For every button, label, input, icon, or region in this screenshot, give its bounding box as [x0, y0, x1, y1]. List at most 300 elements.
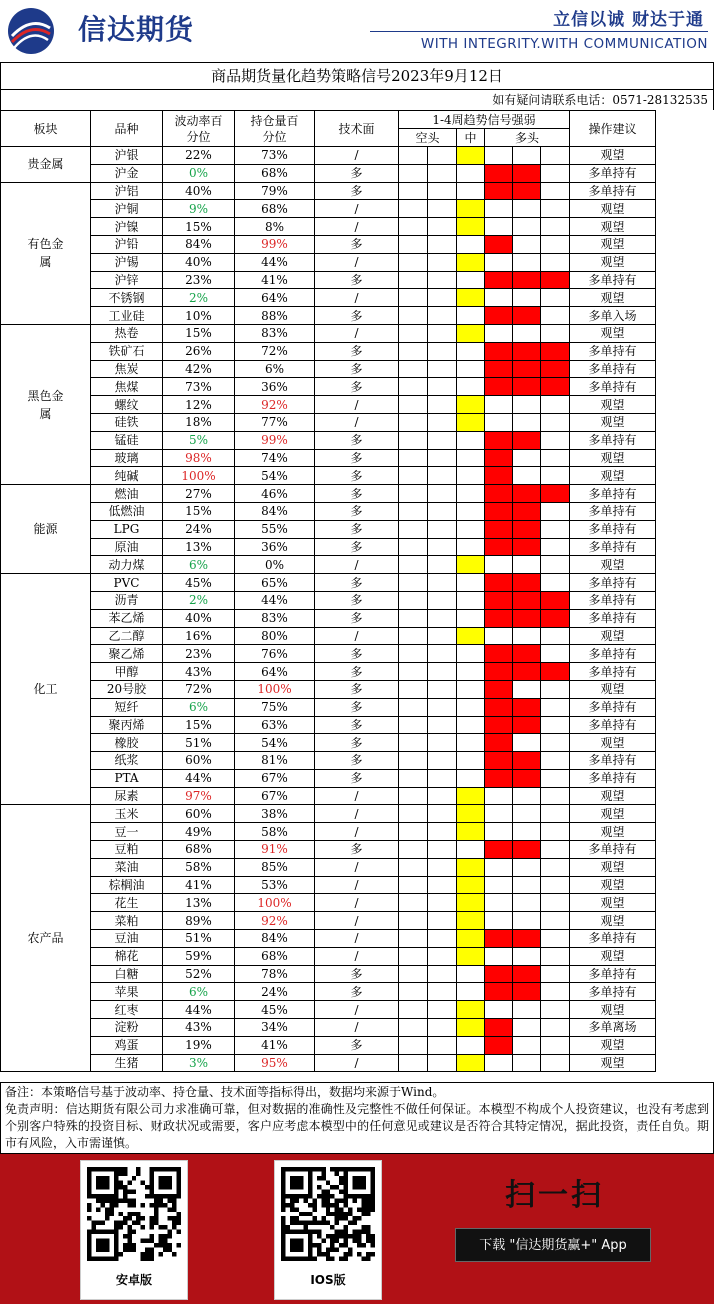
- signal-empty-cell: [541, 502, 570, 520]
- vol-cell: 72%: [163, 680, 235, 698]
- oi-cell: 64%: [235, 289, 315, 307]
- tech-cell: 多: [315, 431, 399, 449]
- signal-empty-cell: [399, 253, 428, 271]
- product-cell: PTA: [91, 769, 163, 787]
- product-cell: 菜油: [91, 858, 163, 876]
- signal-empty-cell: [428, 1001, 457, 1019]
- signal-empty-cell: [399, 574, 428, 592]
- tech-cell: /: [315, 823, 399, 841]
- signal-empty-cell: [428, 645, 457, 663]
- oi-cell: 41%: [235, 271, 315, 289]
- tech-cell: 多: [315, 663, 399, 681]
- advice-cell: 多单入场: [570, 307, 656, 325]
- table-row: [1, 876, 656, 894]
- product-cell: 螺纹: [91, 396, 163, 414]
- table-row: [1, 912, 656, 930]
- signal-empty-cell: [428, 663, 457, 681]
- oi-cell: 6%: [235, 360, 315, 378]
- sector-cell: 农产品: [1, 805, 91, 1072]
- table-row: [1, 1054, 656, 1072]
- signal-empty-cell: [428, 894, 457, 912]
- signal-long-cell: [513, 342, 541, 360]
- signal-empty-cell: [541, 894, 570, 912]
- vol-cell: 60%: [163, 752, 235, 770]
- vol-cell: 15%: [163, 502, 235, 520]
- signal-empty-cell: [541, 627, 570, 645]
- signal-empty-cell: [485, 627, 513, 645]
- oi-cell: 65%: [235, 574, 315, 592]
- signal-empty-cell: [457, 574, 485, 592]
- signal-empty-cell: [428, 556, 457, 574]
- signal-empty-cell: [428, 734, 457, 752]
- signal-mid-cell: [457, 289, 485, 307]
- signal-long-cell: [513, 502, 541, 520]
- oi-cell: 79%: [235, 182, 315, 200]
- product-cell: 沪锌: [91, 271, 163, 289]
- signal-long-cell: [513, 271, 541, 289]
- signal-mid-cell: [457, 787, 485, 805]
- signal-empty-cell: [513, 787, 541, 805]
- signal-long-cell: [485, 449, 513, 467]
- oi-cell: 73%: [235, 147, 315, 165]
- signal-empty-cell: [513, 218, 541, 236]
- signal-empty-cell: [428, 449, 457, 467]
- signal-table: [0, 110, 656, 1072]
- signal-empty-cell: [457, 680, 485, 698]
- table-row: [1, 520, 656, 538]
- disclaimer-text: 免责声明：信达期货有限公司力求准确可靠，但对数据的准确性及完整性不做任何保证。本模型不构成个人投资建议，也没有考虑到个别客户特殊的投资目标、财政状况或需要，客户应考虑本模型中的任何意见或建议是否符合其特定情况，据此投资，责任自负。期市有风险，入市需谨慎。: [5, 1102, 709, 1150]
- table-row: [1, 289, 656, 307]
- signal-mid-cell: [457, 1001, 485, 1019]
- signal-empty-cell: [513, 449, 541, 467]
- signal-empty-cell: [457, 342, 485, 360]
- slogan-en: WITH INTEGRITY.WITH COMMUNICATION: [420, 36, 708, 52]
- signal-empty-cell: [541, 307, 570, 325]
- signal-long-cell: [485, 1019, 513, 1037]
- signal-empty-cell: [428, 698, 457, 716]
- signal-long-cell: [485, 164, 513, 182]
- product-cell: 沪金: [91, 164, 163, 182]
- signal-long-cell: [485, 645, 513, 663]
- product-cell: 热卷: [91, 324, 163, 342]
- vol-cell: 45%: [163, 574, 235, 592]
- signal-empty-cell: [399, 591, 428, 609]
- tech-cell: /: [315, 876, 399, 894]
- signal-empty-cell: [457, 1036, 485, 1054]
- table-row: [1, 930, 656, 948]
- signal-empty-cell: [428, 841, 457, 859]
- signal-empty-cell: [541, 520, 570, 538]
- signal-empty-cell: [399, 841, 428, 859]
- signal-empty-cell: [457, 467, 485, 485]
- signal-empty-cell: [541, 467, 570, 485]
- table-row: [1, 680, 656, 698]
- signal-empty-cell: [399, 147, 428, 165]
- header: [0, 0, 714, 62]
- signal-empty-cell: [541, 947, 570, 965]
- product-cell: 铁矿石: [91, 342, 163, 360]
- signal-empty-cell: [513, 894, 541, 912]
- signal-empty-cell: [399, 324, 428, 342]
- signal-empty-cell: [428, 324, 457, 342]
- signal-empty-cell: [399, 182, 428, 200]
- signal-empty-cell: [399, 1036, 428, 1054]
- signal-empty-cell: [485, 823, 513, 841]
- tech-cell: /: [315, 930, 399, 948]
- signal-empty-cell: [513, 627, 541, 645]
- signal-empty-cell: [457, 983, 485, 1001]
- tech-cell: 多: [315, 591, 399, 609]
- product-cell: 沪镍: [91, 218, 163, 236]
- tech-cell: 多: [315, 574, 399, 592]
- oi-cell: 54%: [235, 734, 315, 752]
- signal-empty-cell: [541, 716, 570, 734]
- product-cell: 生猪: [91, 1054, 163, 1072]
- signal-empty-cell: [541, 752, 570, 770]
- oi-cell: 100%: [235, 894, 315, 912]
- signal-empty-cell: [428, 1036, 457, 1054]
- advice-cell: 观望: [570, 147, 656, 165]
- oi-cell: 83%: [235, 609, 315, 627]
- advice-cell: 多单持有: [570, 645, 656, 663]
- table-row: [1, 431, 656, 449]
- vol-cell: 24%: [163, 520, 235, 538]
- vol-cell: 6%: [163, 698, 235, 716]
- signal-empty-cell: [428, 502, 457, 520]
- signal-empty-cell: [399, 556, 428, 574]
- vol-cell: 59%: [163, 947, 235, 965]
- product-cell: 淀粉: [91, 1019, 163, 1037]
- table-row: [1, 164, 656, 182]
- advice-cell: 观望: [570, 805, 656, 823]
- signal-empty-cell: [457, 378, 485, 396]
- signal-empty-cell: [399, 805, 428, 823]
- signal-empty-cell: [541, 858, 570, 876]
- signal-empty-cell: [399, 164, 428, 182]
- signal-empty-cell: [541, 645, 570, 663]
- oi-cell: 41%: [235, 1036, 315, 1054]
- signal-empty-cell: [485, 289, 513, 307]
- signal-empty-cell: [457, 591, 485, 609]
- signal-empty-cell: [399, 200, 428, 218]
- table-row: [1, 556, 656, 574]
- signal-empty-cell: [541, 805, 570, 823]
- signal-empty-cell: [513, 1001, 541, 1019]
- signal-empty-cell: [457, 307, 485, 325]
- table-row: [1, 574, 656, 592]
- product-cell: 聚乙烯: [91, 645, 163, 663]
- vol-cell: 27%: [163, 485, 235, 503]
- product-cell: 甲醇: [91, 663, 163, 681]
- vol-cell: 18%: [163, 413, 235, 431]
- table-row: [1, 1036, 656, 1054]
- oi-cell: 77%: [235, 413, 315, 431]
- signal-empty-cell: [399, 787, 428, 805]
- table-row: [1, 502, 656, 520]
- header-mid: 中: [457, 129, 485, 147]
- header-short: 空头: [399, 129, 457, 147]
- table-row: [1, 787, 656, 805]
- signal-empty-cell: [399, 449, 428, 467]
- signal-empty-cell: [457, 769, 485, 787]
- advice-cell: 多单持有: [570, 360, 656, 378]
- advice-cell: 观望: [570, 289, 656, 307]
- signal-empty-cell: [541, 983, 570, 1001]
- oi-cell: 81%: [235, 752, 315, 770]
- advice-cell: 观望: [570, 556, 656, 574]
- signal-long-cell: [485, 485, 513, 503]
- signal-mid-cell: [457, 930, 485, 948]
- tech-cell: 多: [315, 645, 399, 663]
- signal-empty-cell: [399, 396, 428, 414]
- advice-cell: 多单持有: [570, 752, 656, 770]
- product-cell: 棕榈油: [91, 876, 163, 894]
- table-row: [1, 965, 656, 983]
- sector-cell: 有色金属: [1, 182, 91, 324]
- signal-mid-cell: [457, 396, 485, 414]
- signal-long-cell: [513, 485, 541, 503]
- advice-cell: 多单持有: [570, 538, 656, 556]
- advice-cell: 多单持有: [570, 930, 656, 948]
- sector-cell: 黑色金属: [1, 324, 91, 484]
- signal-empty-cell: [513, 253, 541, 271]
- signal-empty-cell: [457, 841, 485, 859]
- product-cell: 尿素: [91, 787, 163, 805]
- advice-cell: 多单持有: [570, 983, 656, 1001]
- vol-cell: 23%: [163, 271, 235, 289]
- signal-empty-cell: [399, 218, 428, 236]
- advice-cell: 观望: [570, 858, 656, 876]
- oi-cell: 92%: [235, 396, 315, 414]
- signal-long-cell: [485, 965, 513, 983]
- tech-cell: 多: [315, 449, 399, 467]
- signal-empty-cell: [513, 823, 541, 841]
- signal-empty-cell: [513, 289, 541, 307]
- oi-cell: 38%: [235, 805, 315, 823]
- signal-empty-cell: [457, 716, 485, 734]
- vol-cell: 40%: [163, 253, 235, 271]
- ios-qr-code: [281, 1167, 375, 1261]
- oi-cell: 84%: [235, 502, 315, 520]
- product-cell: 菜粕: [91, 912, 163, 930]
- signal-empty-cell: [513, 467, 541, 485]
- signal-empty-cell: [457, 965, 485, 983]
- advice-cell: 多单离场: [570, 1019, 656, 1037]
- signal-empty-cell: [457, 449, 485, 467]
- tech-cell: /: [315, 894, 399, 912]
- signal-empty-cell: [428, 823, 457, 841]
- signal-long-cell: [513, 645, 541, 663]
- signal-empty-cell: [399, 876, 428, 894]
- vol-cell: 60%: [163, 805, 235, 823]
- product-cell: 沪铜: [91, 200, 163, 218]
- oi-cell: 99%: [235, 235, 315, 253]
- signal-empty-cell: [541, 396, 570, 414]
- advice-cell: 多单持有: [570, 841, 656, 859]
- signal-empty-cell: [428, 147, 457, 165]
- signal-long-cell: [513, 378, 541, 396]
- signal-long-cell: [485, 182, 513, 200]
- signal-empty-cell: [399, 680, 428, 698]
- signal-empty-cell: [541, 787, 570, 805]
- oi-cell: 92%: [235, 912, 315, 930]
- signal-empty-cell: [541, 413, 570, 431]
- vol-cell: 15%: [163, 324, 235, 342]
- header-long: 多头: [485, 129, 570, 147]
- signal-empty-cell: [399, 752, 428, 770]
- tech-cell: /: [315, 396, 399, 414]
- signal-empty-cell: [541, 1001, 570, 1019]
- product-cell: 苹果: [91, 983, 163, 1001]
- product-cell: 硅铁: [91, 413, 163, 431]
- signal-empty-cell: [457, 235, 485, 253]
- header-oi-text: 持仓量百分位: [250, 113, 299, 144]
- product-cell: 玻璃: [91, 449, 163, 467]
- signal-long-cell: [485, 538, 513, 556]
- signal-long-cell: [513, 841, 541, 859]
- advice-cell: 多单持有: [570, 965, 656, 983]
- vol-cell: 6%: [163, 983, 235, 1001]
- vol-cell: 12%: [163, 396, 235, 414]
- oi-cell: 88%: [235, 307, 315, 325]
- signal-empty-cell: [485, 253, 513, 271]
- signal-empty-cell: [541, 538, 570, 556]
- vol-cell: 15%: [163, 218, 235, 236]
- signal-long-cell: [485, 1036, 513, 1054]
- product-cell: LPG: [91, 520, 163, 538]
- product-cell: 鸡蛋: [91, 1036, 163, 1054]
- oi-cell: 36%: [235, 538, 315, 556]
- oi-cell: 34%: [235, 1019, 315, 1037]
- signal-empty-cell: [428, 289, 457, 307]
- signal-long-cell: [485, 307, 513, 325]
- advice-cell: 观望: [570, 876, 656, 894]
- signal-long-cell: [485, 467, 513, 485]
- signal-empty-cell: [485, 413, 513, 431]
- vol-cell: 16%: [163, 627, 235, 645]
- advice-cell: 观望: [570, 218, 656, 236]
- product-cell: 纸浆: [91, 752, 163, 770]
- product-cell: 不锈钢: [91, 289, 163, 307]
- signal-empty-cell: [485, 805, 513, 823]
- signal-long-cell: [513, 431, 541, 449]
- signal-empty-cell: [428, 769, 457, 787]
- logo-icon: [6, 6, 56, 56]
- table-row: [1, 1001, 656, 1019]
- signal-empty-cell: [428, 218, 457, 236]
- oi-cell: 91%: [235, 841, 315, 859]
- oi-cell: 75%: [235, 698, 315, 716]
- product-cell: 豆油: [91, 930, 163, 948]
- product-cell: 工业硅: [91, 307, 163, 325]
- vol-cell: 51%: [163, 734, 235, 752]
- table-row: [1, 752, 656, 770]
- table-row: [1, 645, 656, 663]
- signal-empty-cell: [513, 556, 541, 574]
- signal-empty-cell: [541, 449, 570, 467]
- advice-cell: 多单持有: [570, 574, 656, 592]
- slogan-cn: 立信以诚 财达于通: [553, 10, 704, 30]
- vol-cell: 51%: [163, 930, 235, 948]
- advice-cell: 观望: [570, 947, 656, 965]
- signal-empty-cell: [513, 324, 541, 342]
- tech-cell: 多: [315, 538, 399, 556]
- table-row: [1, 378, 656, 396]
- signal-empty-cell: [428, 431, 457, 449]
- table-row: [1, 253, 656, 271]
- signal-empty-cell: [399, 983, 428, 1001]
- product-cell: 聚丙烯: [91, 716, 163, 734]
- signal-empty-cell: [541, 1054, 570, 1072]
- vol-cell: 2%: [163, 289, 235, 307]
- signal-empty-cell: [541, 965, 570, 983]
- tech-cell: 多: [315, 307, 399, 325]
- table-row: [1, 147, 656, 165]
- vol-cell: 3%: [163, 1054, 235, 1072]
- table-row: [1, 218, 656, 236]
- vol-cell: 97%: [163, 787, 235, 805]
- signal-long-cell: [485, 680, 513, 698]
- product-cell: 20号胶: [91, 680, 163, 698]
- signal-empty-cell: [399, 431, 428, 449]
- oi-cell: 95%: [235, 1054, 315, 1072]
- tech-cell: 多: [315, 716, 399, 734]
- product-cell: 棉花: [91, 947, 163, 965]
- signal-empty-cell: [457, 164, 485, 182]
- android-qr-card[interactable]: [80, 1160, 188, 1300]
- tech-cell: /: [315, 289, 399, 307]
- tech-cell: /: [315, 200, 399, 218]
- signal-empty-cell: [428, 342, 457, 360]
- oi-cell: 76%: [235, 645, 315, 663]
- signal-empty-cell: [541, 253, 570, 271]
- vol-cell: 42%: [163, 360, 235, 378]
- signal-long-cell: [485, 930, 513, 948]
- signal-long-cell: [513, 609, 541, 627]
- advice-cell: 观望: [570, 912, 656, 930]
- signal-empty-cell: [541, 1019, 570, 1037]
- signal-long-cell: [513, 930, 541, 948]
- signal-long-cell: [513, 307, 541, 325]
- oi-cell: 44%: [235, 591, 315, 609]
- download-app-button[interactable]: 下载 "信达期货赢+" App: [455, 1228, 651, 1262]
- signal-empty-cell: [399, 930, 428, 948]
- signal-empty-cell: [457, 502, 485, 520]
- oi-cell: 67%: [235, 769, 315, 787]
- signal-empty-cell: [399, 485, 428, 503]
- page-title: 商品期货量化趋势策略信号2023年9月12日: [0, 62, 714, 90]
- signal-empty-cell: [541, 680, 570, 698]
- product-cell: 动力煤: [91, 556, 163, 574]
- vol-cell: 84%: [163, 235, 235, 253]
- signal-empty-cell: [399, 716, 428, 734]
- table-row: [1, 396, 656, 414]
- signal-empty-cell: [399, 823, 428, 841]
- signal-mid-cell: [457, 805, 485, 823]
- oi-cell: 58%: [235, 823, 315, 841]
- table-row: [1, 342, 656, 360]
- product-cell: 燃油: [91, 485, 163, 503]
- signal-empty-cell: [513, 396, 541, 414]
- vol-cell: 40%: [163, 609, 235, 627]
- signal-empty-cell: [428, 574, 457, 592]
- table-row: [1, 769, 656, 787]
- logo-text: 信达期货: [78, 13, 195, 46]
- signal-long-cell: [485, 520, 513, 538]
- ios-qr-card[interactable]: [274, 1160, 382, 1300]
- product-cell: 沪铝: [91, 182, 163, 200]
- signal-empty-cell: [541, 823, 570, 841]
